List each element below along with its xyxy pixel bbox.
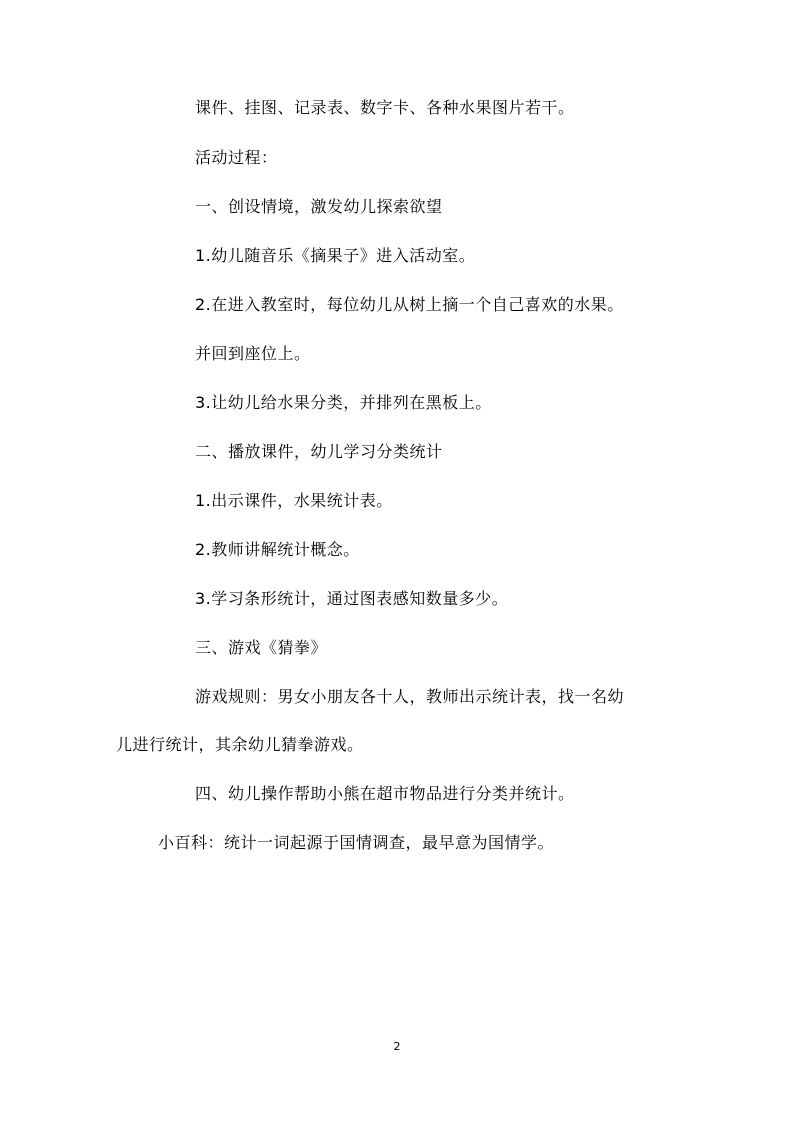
section-two-item-2: 2.教师讲解统计概念。 bbox=[195, 540, 360, 559]
encyclopedia-note: 小百科：统计一词起源于国情调查，最早意为国情学。 bbox=[158, 833, 555, 852]
section-four-heading: 四、幼儿操作帮助小熊在超市物品进行分类并统计。 bbox=[195, 784, 575, 803]
section-one-heading: 一、创设情境，激发幼儿探索欲望 bbox=[195, 197, 443, 216]
game-rules-line-1: 游戏规则：男女小朋友各十人，教师出示统计表，找一名幼 bbox=[195, 687, 625, 706]
section-three-heading: 三、游戏《猜拳》 bbox=[195, 638, 328, 657]
page-number: 2 bbox=[393, 1040, 401, 1053]
section-one-item-2: 2.在进入教室时，每位幼儿从树上摘一个自己喜欢的水果。 bbox=[195, 295, 624, 314]
materials-line: 课件、挂图、记录表、数字卡、各种水果图片若干。 bbox=[195, 98, 575, 117]
section-one-item-3: 3.让幼儿给水果分类，并排列在黑板上。 bbox=[195, 393, 492, 412]
section-two-item-3: 3.学习条形统计，通过图表感知数量多少。 bbox=[195, 589, 509, 608]
section-one-item-1: 1.幼儿随音乐《摘果子》进入活动室。 bbox=[195, 246, 476, 265]
game-rules-line-2: 儿进行统计，其余幼儿猜拳游戏。 bbox=[116, 735, 364, 754]
section-two-heading: 二、播放课件，幼儿学习分类统计 bbox=[195, 442, 443, 461]
section-two-item-1: 1.出示课件，水果统计表。 bbox=[195, 491, 393, 510]
section-one-item-2-continued: 并回到座位上。 bbox=[195, 344, 311, 363]
activity-process-heading: 活动过程： bbox=[195, 148, 278, 167]
